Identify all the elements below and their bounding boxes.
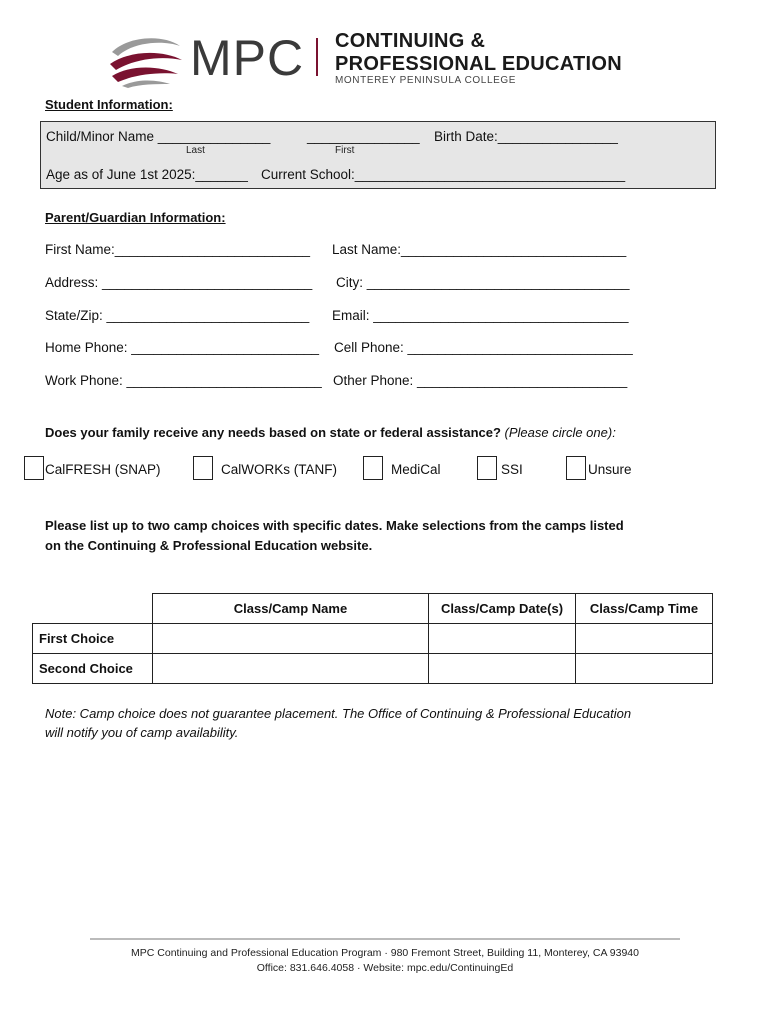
medical-checkbox[interactable] [363, 456, 383, 480]
current-school-field[interactable]: Current School:____________________________________ [261, 167, 626, 182]
row-first-choice: First Choice [33, 624, 153, 654]
work-phone-field[interactable]: Work Phone: __________________________ [45, 373, 322, 388]
first-choice-dates-cell[interactable] [429, 624, 576, 654]
city-field[interactable]: City: ___________________________________ [336, 275, 630, 290]
birth-date-field[interactable]: Birth Date:________________ [434, 129, 618, 144]
parent-last-name-field[interactable]: Last Name:______________________________ [332, 242, 627, 257]
table-row [33, 624, 713, 654]
header-camp-time: Class/Camp Time [576, 594, 713, 624]
calworks-label: CalWORKs (TANF) [221, 462, 337, 477]
calfresh-checkbox[interactable] [24, 456, 44, 480]
camp-note-line-1: Note: Camp choice does not guarantee placement. The Office of Continuing & Professional Education [45, 706, 632, 721]
email-field[interactable]: Email: __________________________________ [332, 308, 629, 323]
assistance-question [45, 425, 616, 440]
unsure-checkbox[interactable] [566, 456, 586, 480]
ssi-label: SSI [501, 462, 523, 477]
ssi-checkbox[interactable] [477, 456, 497, 480]
row-second-choice: Second Choice [33, 654, 153, 684]
header-camp-name: Class/Camp Name [153, 594, 429, 624]
other-phone-field[interactable]: Other Phone: ____________________________ [333, 373, 628, 388]
camp-instruction-line-1: Please list up to two camp choices with specific dates. Make selections from the camps listed [45, 518, 624, 533]
camp-note-line-2: will notify you of camp availability. [45, 725, 239, 740]
logo-mpc-text: MPC [190, 30, 305, 86]
medical-label: MediCal [391, 462, 441, 477]
unsure-label: Unsure [588, 462, 632, 477]
footer-address: MPC Continuing and Professional Education Program · 980 Fremont Street, Building 11, Monterey, CA 93940 [131, 947, 639, 959]
state-zip-field[interactable]: State/Zip: ___________________________ [45, 308, 310, 323]
calworks-checkbox[interactable] [193, 456, 213, 480]
footer-contact: Office: 831.646.4058 · Website: mpc.edu/ContinuingEd [256, 962, 514, 974]
parent-info-heading: Parent/Guardian Information: [45, 210, 226, 225]
cell-phone-field[interactable]: Cell Phone: ______________________________ [334, 340, 633, 355]
second-choice-time-cell[interactable] [576, 654, 713, 684]
age-field[interactable]: Age as of June 1st 2025:_______ [46, 167, 248, 182]
header-camp-dates: Class/Camp Date(s) [429, 594, 576, 624]
home-phone-field[interactable]: Home Phone: _________________________ [45, 340, 320, 355]
child-first-name-field[interactable]: _______________ [307, 129, 420, 144]
address-field[interactable]: Address: ____________________________ [45, 275, 313, 290]
first-sublabel: First [335, 145, 355, 156]
second-choice-name-cell[interactable] [153, 654, 429, 684]
mpc-swoosh-logo-icon [108, 30, 183, 90]
last-sublabel: Last [186, 145, 205, 156]
first-choice-name-cell[interactable] [153, 624, 429, 654]
child-name-field[interactable]: Child/Minor Name _______________ [46, 129, 271, 144]
logo-line-2: PROFESSIONAL EDUCATION [335, 53, 622, 75]
student-info-heading: Student Information: [45, 97, 173, 112]
assistance-hint: (Please circle one): [504, 425, 616, 440]
logo-line-1: CONTINUING & [335, 30, 486, 52]
table-corner-cell [33, 594, 153, 624]
camp-choice-table [32, 593, 713, 684]
calfresh-label: CalFRESH (SNAP) [45, 462, 161, 477]
footer-divider [90, 938, 680, 940]
parent-first-name-field[interactable]: First Name:__________________________ [45, 242, 310, 257]
assistance-question-text: Does your family receive any needs based on state or federal assistance? [45, 425, 501, 440]
logo-divider [316, 38, 318, 76]
first-choice-time-cell[interactable] [576, 624, 713, 654]
camp-instruction-line-2: on the Continuing & Professional Education website. [45, 538, 373, 553]
table-row [33, 654, 713, 684]
table-header-row [33, 594, 713, 624]
second-choice-dates-cell[interactable] [429, 654, 576, 684]
logo-line-3: MONTEREY PENINSULA COLLEGE [335, 75, 517, 86]
